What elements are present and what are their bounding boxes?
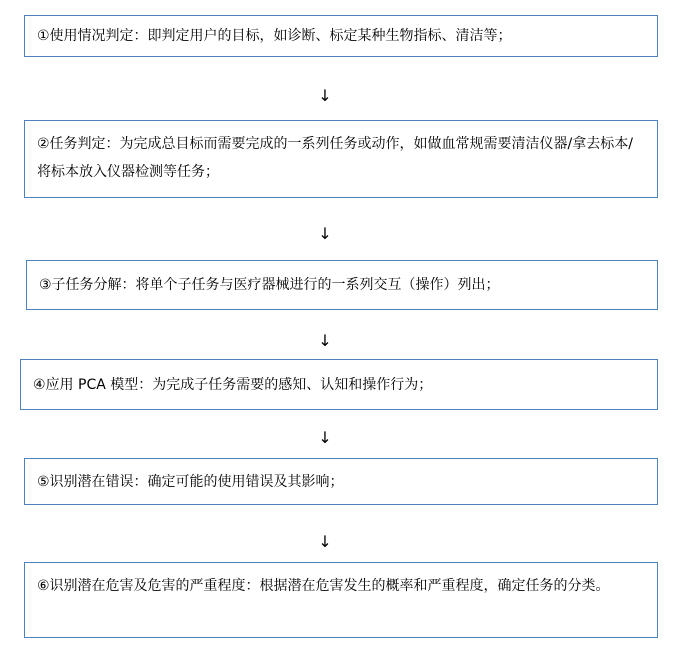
arrow-down-icon: ↓ [318,224,332,243]
step-3-box [26,260,658,310]
step-1-text: ①使用情况判定：即判定用户的目标，如诊断、标定某种生物指标、清洁等； [37,28,512,44]
arrow-down-icon: ↓ [318,532,332,551]
step-4-text: ④应用 PCA 模型：为完成子任务需要的感知、认知和操作行为； [33,376,433,393]
step-2-text: ②任务判定：为完成总目标而需要完成的一系列任务或动作，如做血常规需要清洁仪器/拿去标本/将标本放入仪器检测等任务； [37,136,633,180]
arrow-down-icon: ↓ [318,331,332,350]
arrow-down-icon: ↓ [318,428,332,447]
step-5-text: ⑤识别潜在错误：确定可能的使用错误及其影响； [37,473,344,490]
step-2-box [24,120,658,198]
step-3-text: ③子任务分解：将单个子任务与医疗器械进行的一系列交互（操作）列出； [39,277,500,293]
step-4-box [20,359,658,410]
step-6-box [24,562,658,638]
step-6-text: ⑥识别潜在危害及危害的严重程度：根据潜在危害发生的概率和严重程度，确定任务的分类。 [37,578,610,594]
arrow-down-icon: ↓ [318,86,332,105]
step-5-box [24,458,658,505]
step-1-box [24,15,658,57]
